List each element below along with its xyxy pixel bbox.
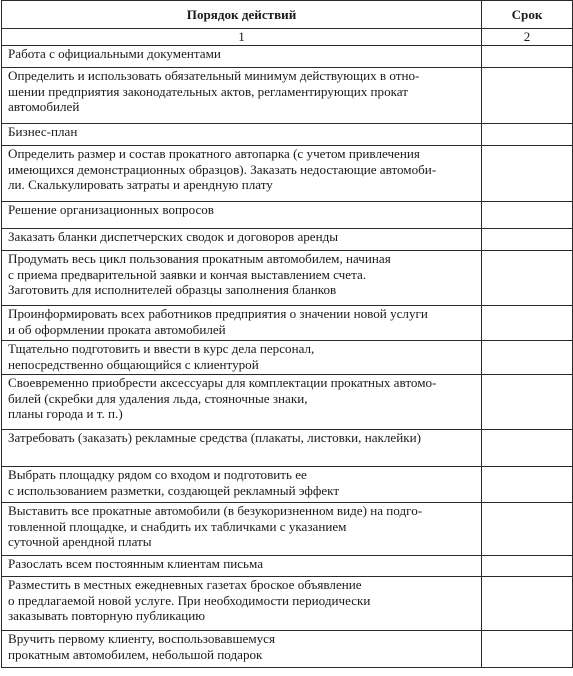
action-text-line: с использованием разметки, создающей рекламный эффект <box>8 482 340 498</box>
term-cell <box>482 341 573 375</box>
table-row <box>2 375 573 430</box>
term-cell <box>482 229 573 251</box>
action-cell <box>2 124 482 146</box>
action-text-line: Определить размер и состав прокатного автопарка (с учетом привлечения <box>8 146 420 161</box>
action-cell <box>2 430 482 467</box>
table-row <box>2 146 573 202</box>
action-text-line: планы города и т. п.) <box>8 406 123 422</box>
action-text-line: Заготовить для исполнителей образцы заполнения бланков <box>8 282 337 298</box>
action-text-line: билей (скребки для удаления льда, стояночные знаки, <box>8 390 308 406</box>
action-cell <box>2 577 482 631</box>
action-text-line: Работа с официальными документами <box>8 46 221 61</box>
action-text-line: имеющихся демонстрационных образцов). Заказать недостающие автомоби- <box>8 161 437 177</box>
table-header-row <box>2 1 573 29</box>
action-text-line: с приема предварительной заявки и кончая выставлением счета. <box>8 266 367 282</box>
action-text-line: Затребовать (заказать) рекламные средства (плакаты, листовки, наклейки) <box>8 430 421 445</box>
action-text-line: Своевременно приобрести аксессуары для комплектации прокатных автомо- <box>8 375 437 390</box>
action-cell <box>2 251 482 306</box>
table-row <box>2 306 573 341</box>
column-number-action: 1 <box>2 29 482 46</box>
action-text-line: Тщательно подготовить и ввести в курс дела персонал, <box>8 341 315 356</box>
table-row <box>2 503 573 556</box>
term-cell <box>482 146 573 202</box>
term-cell <box>482 503 573 556</box>
term-cell <box>482 46 573 68</box>
action-text-line: автомобилей <box>8 99 80 115</box>
table-row <box>2 631 573 668</box>
term-cell <box>482 631 573 668</box>
term-cell <box>482 202 573 229</box>
action-text-line: товленной площадке, и снабдить их табличками с указанием <box>8 518 347 534</box>
table-row <box>2 124 573 146</box>
action-text-line: Проинформировать всех работников предприятия о значении новой услуги <box>8 306 428 321</box>
action-cell <box>2 503 482 556</box>
table-row <box>2 467 573 503</box>
action-cell <box>2 229 482 251</box>
action-cell <box>2 68 482 124</box>
column-number-row <box>2 29 573 46</box>
term-cell <box>482 251 573 306</box>
term-cell <box>482 430 573 467</box>
action-text-line: и об оформлении проката автомобилей <box>8 321 226 337</box>
action-text-line: Вручить первому клиенту, воспользовавшемуся <box>8 631 276 646</box>
action-text-line: Продумать весь цикл пользования прокатным автомобилем, начиная <box>8 251 391 266</box>
action-cell <box>2 556 482 577</box>
action-text-line: непосредственно общающийся с клиентурой <box>8 356 259 372</box>
action-cell <box>2 202 482 229</box>
action-text-line: о предлагаемой новой услуге. При необходимости периодически <box>8 592 371 608</box>
action-text-line: Разместить в местных ежедневных газетах броское объявление <box>8 577 362 592</box>
table-row <box>2 202 573 229</box>
action-text-line: суточной арендной платы <box>8 534 152 550</box>
table-row <box>2 556 573 577</box>
table-row <box>2 68 573 124</box>
table-row <box>2 46 573 68</box>
action-cell <box>2 375 482 430</box>
table-row <box>2 577 573 631</box>
term-cell <box>482 124 573 146</box>
action-text-line: Заказать бланки диспетчерских сводок и договоров аренды <box>8 229 339 244</box>
action-text-line: ли. Скалькулировать затраты и арендную плату <box>8 177 273 193</box>
term-cell <box>482 306 573 341</box>
table-row <box>2 430 573 467</box>
action-cell <box>2 341 482 375</box>
action-cell <box>2 631 482 668</box>
header-term-column: Срок <box>482 1 573 29</box>
action-cell <box>2 46 482 68</box>
header-action-column: Порядок действий <box>2 1 482 29</box>
action-text-line: прокатным автомобилем, небольшой подарок <box>8 646 263 662</box>
action-text-line: заказывать повторную публикацию <box>8 608 206 624</box>
action-text-line: Определить и использовать обязательный минимум действующих в отно- <box>8 68 420 83</box>
term-cell <box>482 577 573 631</box>
action-text-line: Решение организационных вопросов <box>8 202 214 217</box>
action-text-line: Разослать всем постоянным клиентам письма <box>8 556 264 571</box>
action-text-line: шении предприятия законодательных актов, регламентирующих прокат <box>8 83 408 99</box>
term-cell <box>482 467 573 503</box>
term-cell <box>482 556 573 577</box>
table-row <box>2 229 573 251</box>
action-plan-table <box>1 0 573 668</box>
action-cell <box>2 146 482 202</box>
term-cell <box>482 375 573 430</box>
table-row <box>2 251 573 306</box>
term-cell <box>482 68 573 124</box>
action-cell <box>2 467 482 503</box>
action-text-line: Бизнес-план <box>8 124 78 139</box>
table-body <box>2 46 573 668</box>
action-text-line: Выставить все прокатные автомобили (в безукоризненном виде) на подго- <box>8 503 423 518</box>
action-cell <box>2 306 482 341</box>
action-text-line: Выбрать площадку рядом со входом и подготовить ее <box>8 467 307 482</box>
table-row <box>2 341 573 375</box>
column-number-term: 2 <box>482 29 573 46</box>
